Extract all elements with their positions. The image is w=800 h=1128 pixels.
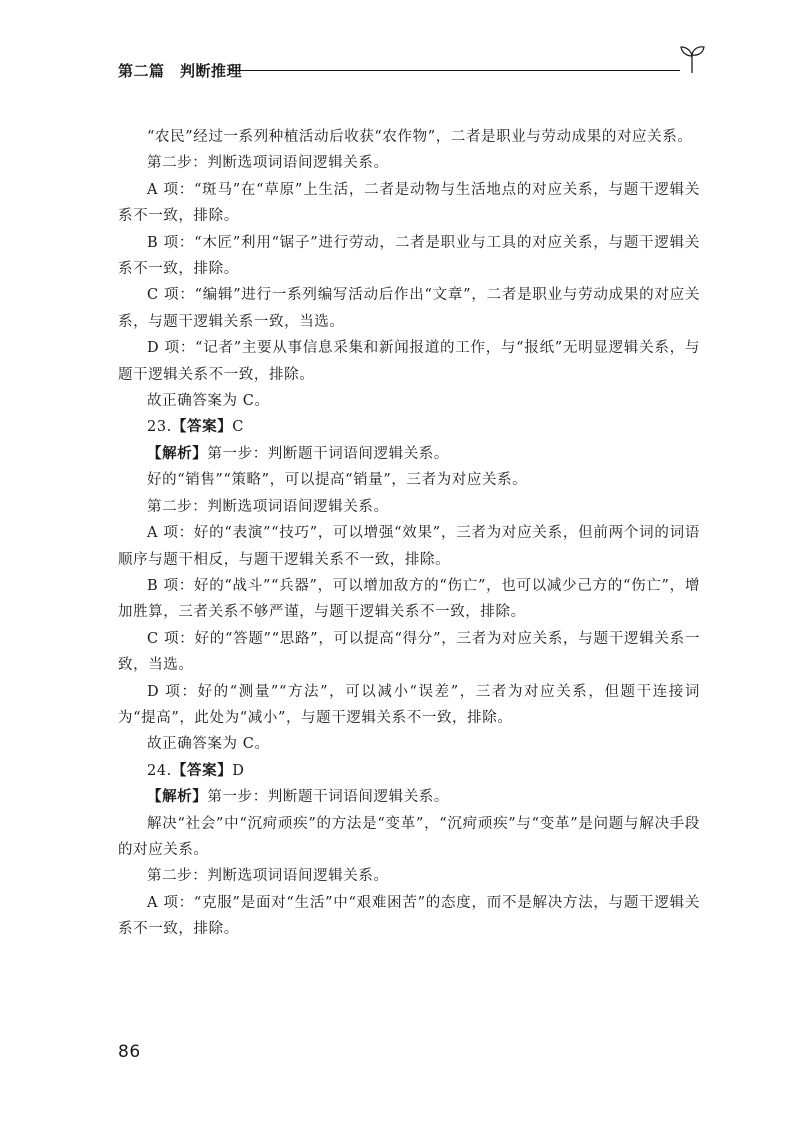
paragraph: A 项：“克服”是面对“生活”中“艰难困苦”的态度，而不是解决方法，与题干逻辑关系不一致，排除。 [118, 894, 700, 938]
answer-line [118, 414, 700, 440]
answer-value: C [232, 419, 244, 436]
answer-value: D [232, 762, 245, 779]
paragraph: B 项：“木匠”利用“锯子”进行劳动，二者是职业与工具的对应关系，与题干逻辑关系不一致，排除。 [118, 234, 700, 278]
paragraph: A 项：好的“表演”“技巧”，可以增强“效果”，三者为对应关系，但前两个词的词语顺序与题干相反，与题干逻辑关系不一致，排除。 [118, 525, 700, 568]
analysis-line: 【解析】第一步：判断题干词语间逻辑关系。 [147, 445, 450, 462]
paragraph: 第二步：判断选项词语间逻辑关系。 [147, 868, 389, 885]
answer-heading: 【答案】 [171, 762, 233, 779]
paragraph: 第二步：判断选项词语间逻辑关系。 [147, 498, 389, 515]
question-number: 23. [147, 419, 172, 436]
paragraph: C 项：好的“答题”“思路”，可以提高“得分”，三者为对应关系，与题干逻辑关系一致，当选。 [118, 630, 700, 674]
analysis-line: 【解析】第一步：判断题干词语间逻辑关系。 [147, 789, 450, 806]
paragraph: C 项：“编辑”进行一系列编写活动后作出“文章”，二者是职业与劳动成果的对应关系，与题干逻辑关系一致，当选。 [118, 287, 700, 330]
answer-heading: 【答案】 [171, 419, 233, 436]
question-number: 24. [147, 762, 172, 779]
paragraph: D 项：“记者”主要从事信息采集和新闻报道的工作，与“报纸”无明显逻辑关系，与题干逻辑关系不一致，排除。 [118, 340, 700, 383]
header-rule [230, 70, 680, 71]
paragraph: “农民”经过一系列种植活动后收获“农作物”，二者是职业与劳动成果的对应关系。 [147, 129, 693, 145]
paragraph: 好的“销售”“策略”，可以提高“销量”，三者为对应关系。 [147, 472, 528, 489]
page-number: 86 [118, 1042, 141, 1062]
conclusion-line: 故正确答案为 C。 [147, 393, 270, 410]
paragraph: B 项：好的“战斗”“兵器”，可以增加敌方的“伤亡”，也可以减少己方的“伤亡”，增加胜算，三者关系不够严谨，与题干逻辑关系不一致，排除。 [118, 577, 700, 621]
analysis-heading: 【解析】 [147, 789, 208, 806]
running-header [118, 58, 708, 82]
paragraph: 解决“社会”中“沉疴顽疾”的方法是“变革”，“沉疴顽疾”与“变革”是问题与解决手段的对应关系。 [118, 815, 700, 858]
body-content [118, 124, 700, 943]
paragraph: D 项：好的“测量”“方法”，可以减小“误差”，三者为对应关系，但题干连接词为“提高”，此处为“减小”，与题干逻辑关系不一致，排除。 [118, 683, 700, 726]
answer-line [118, 758, 700, 784]
paragraph: 第二步：判断选项词语间逻辑关系。 [147, 155, 389, 172]
sprout-icon [678, 44, 706, 74]
header-title: 第二篇 判断推理 [118, 62, 243, 80]
paragraph: A 项：“斑马”在“草原”上生活，二者是动物与生活地点的对应关系，与题干逻辑关系不一致，排除。 [118, 181, 700, 225]
analysis-heading: 【解析】 [147, 445, 208, 462]
conclusion-line: 故正确答案为 C。 [147, 736, 270, 753]
